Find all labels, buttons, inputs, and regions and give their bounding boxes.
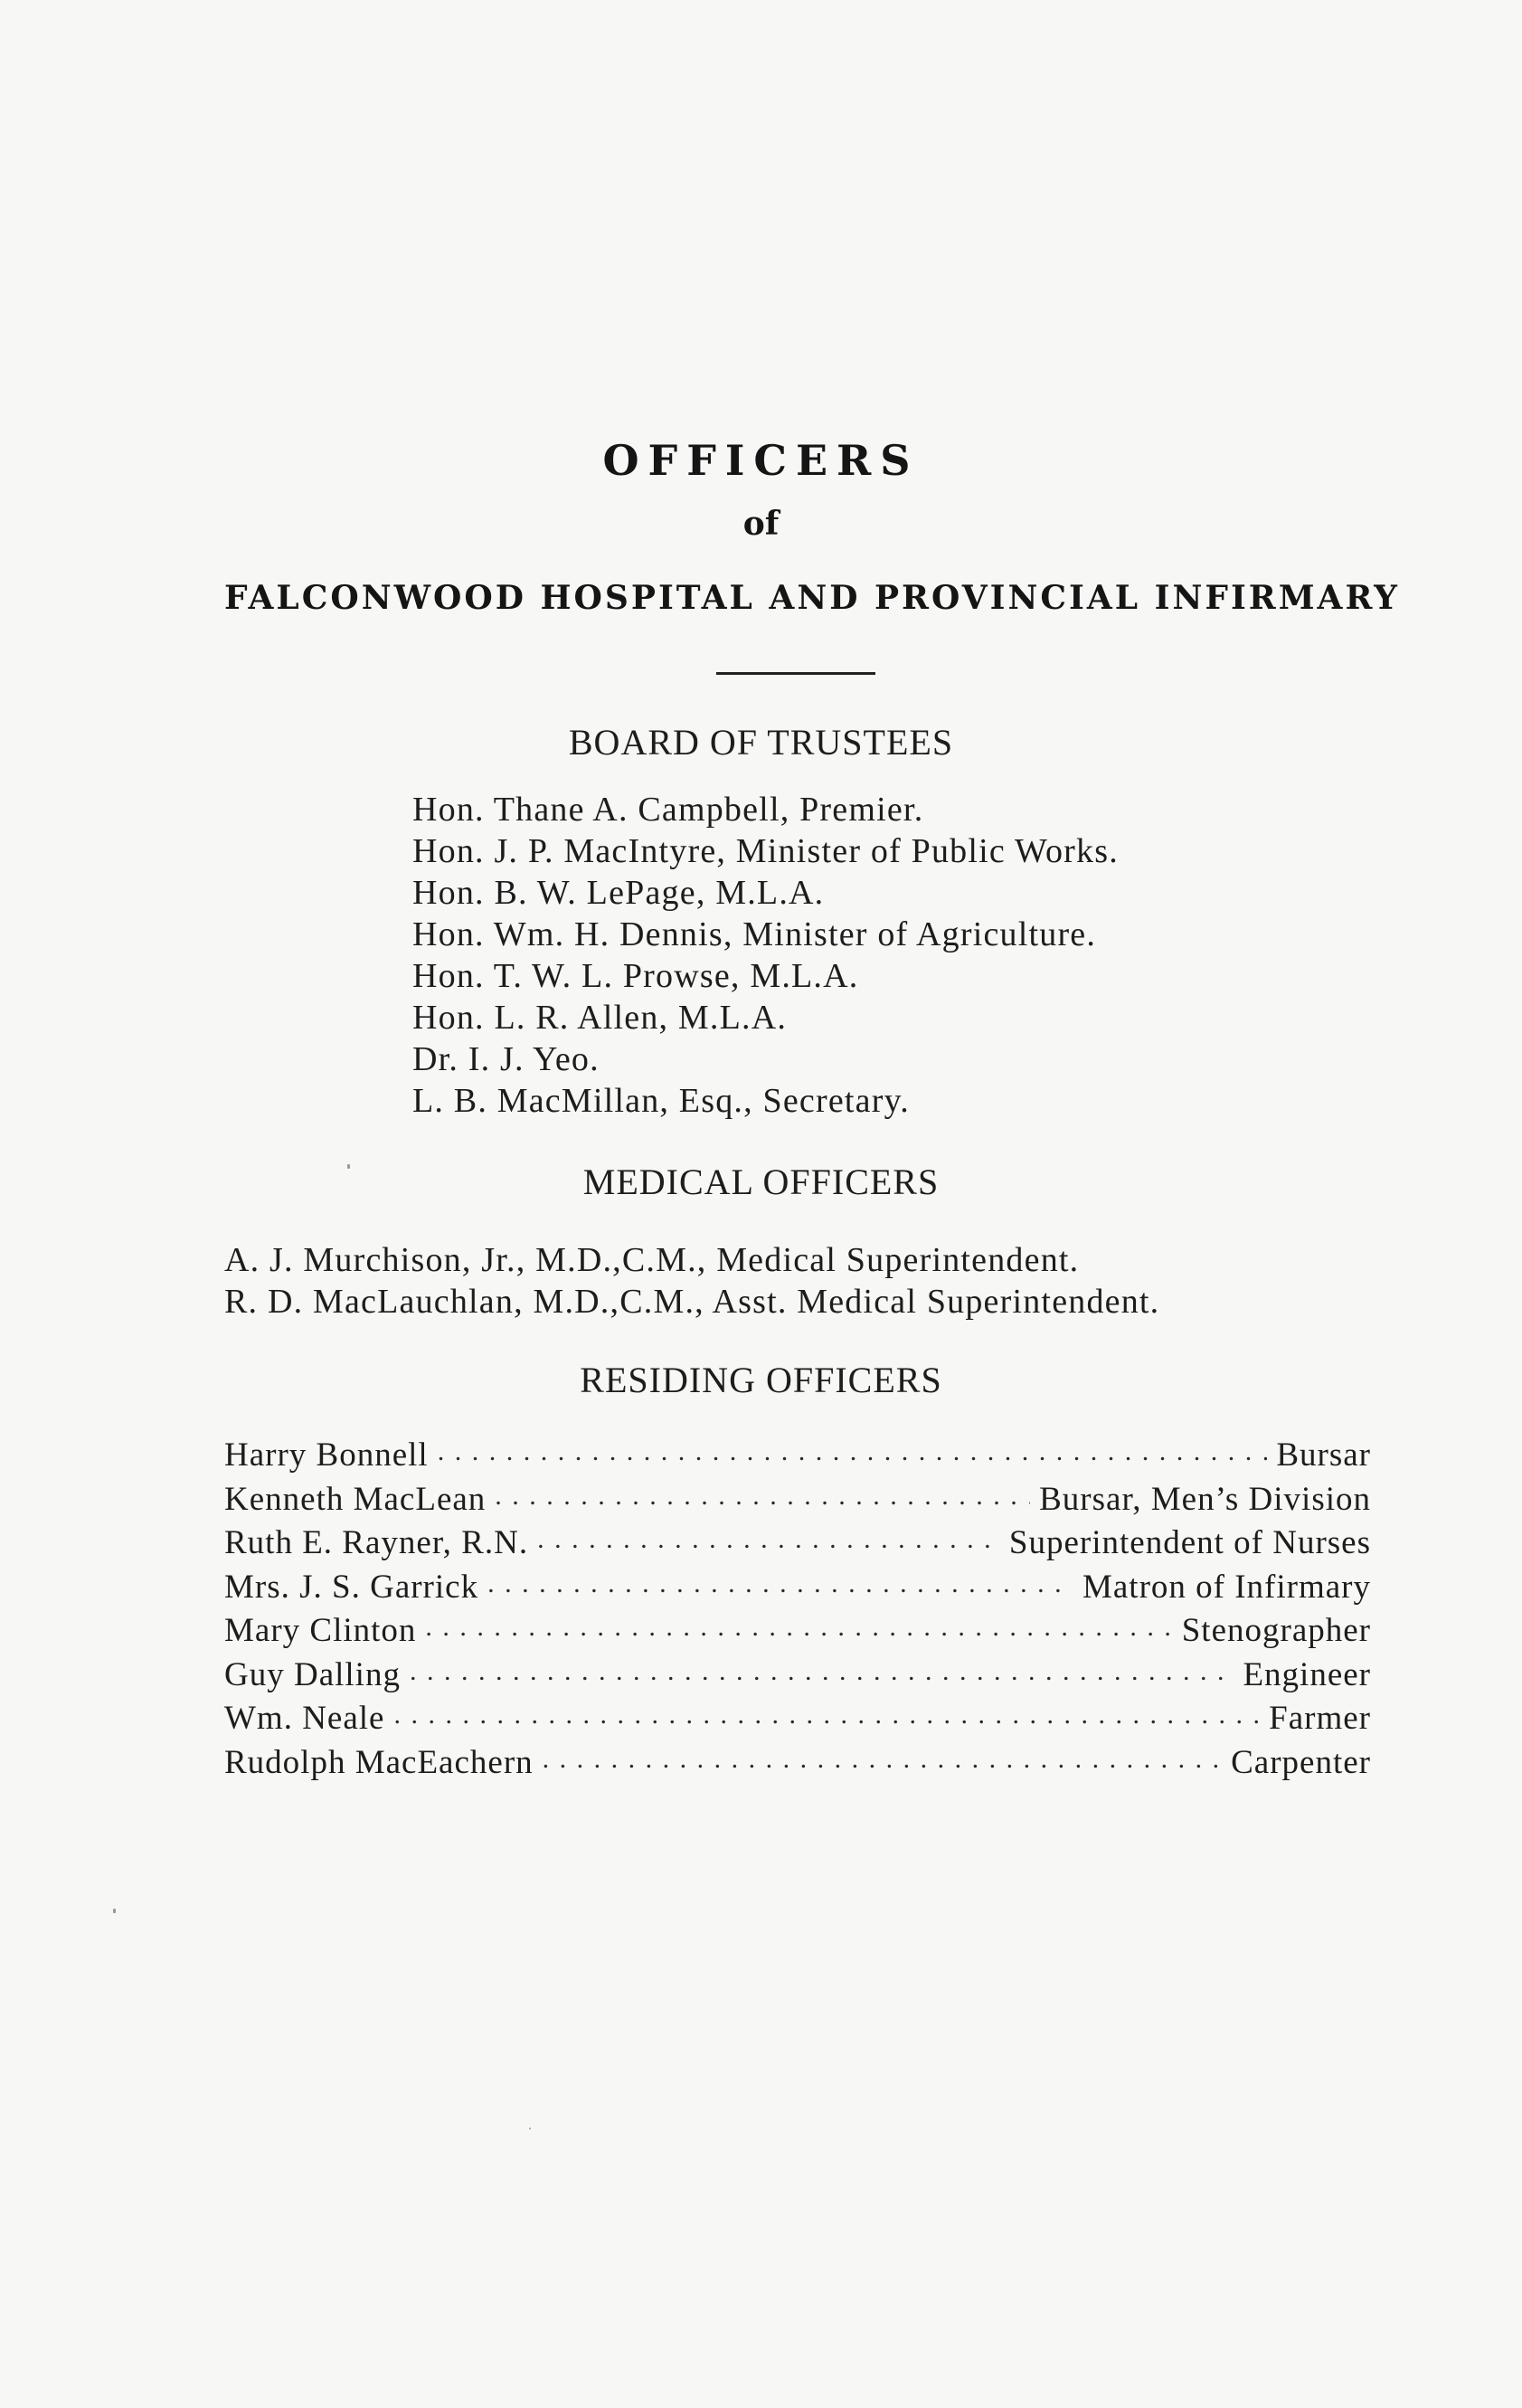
medical-officer-item: A. J. Murchison, Jr., M.D.,C.M., Medical Superintendent.	[224, 1241, 1080, 1279]
trustee-item: Hon. L. R. Allen, M.L.A.	[412, 999, 788, 1037]
paper-speck	[529, 2128, 531, 2129]
officer-title: Bursar	[1276, 1436, 1371, 1474]
trustee-item: Hon. T. W. L. Prowse, M.L.A.	[412, 957, 859, 995]
trustee-item: Dr. I. J. Yeo.	[412, 1040, 600, 1078]
residing-officer-row	[224, 1652, 1371, 1696]
trustees-list	[412, 789, 1119, 1122]
trustee-item: Hon. Wm. H. Dennis, Minister of Agriculture.	[412, 915, 1097, 953]
dot-leader	[393, 1695, 1260, 1729]
officer-name: Mrs. J. S. Garrick	[224, 1568, 479, 1606]
residing-officer-row	[224, 1695, 1371, 1740]
divider-rule	[716, 672, 875, 675]
officer-title: Farmer	[1269, 1700, 1371, 1737]
trustee-item: L. B. MacMillan, Esq., Secretary.	[412, 1082, 911, 1120]
trustee-item: Hon. B. W. LePage, M.L.A.	[412, 874, 825, 912]
officer-name: Kenneth MacLean	[224, 1480, 487, 1518]
officer-name: Ruth E. Rayner, R.N.	[224, 1524, 529, 1561]
dot-leader	[543, 1740, 1222, 1773]
board-of-trustees-heading: BOARD OF TRUSTEES	[568, 722, 954, 763]
dot-leader	[537, 1520, 1000, 1553]
officer-title: Engineer	[1243, 1655, 1371, 1693]
officer-title: Stenographer	[1181, 1612, 1371, 1649]
residing-officer-row	[224, 1740, 1371, 1784]
officer-name: Rudolph MacEachern	[224, 1743, 534, 1781]
trustee-item: Hon. Thane A. Campbell, Premier.	[412, 791, 924, 829]
institution-name: FALCONWOOD HOSPITAL AND PROVINCIAL INFIRMARY	[224, 579, 1400, 617]
trustee-item: Hon. J. P. MacIntyre, Minister of Public Works.	[412, 832, 1119, 870]
medical-officer-item: R. D. MacLauchlan, M.D.,C.M., Asst. Medical Superintendent.	[224, 1283, 1160, 1321]
page-title: OFFICERS	[602, 436, 920, 485]
officer-name: Wm. Neale	[224, 1700, 385, 1737]
residing-officer-row	[224, 1607, 1371, 1652]
dot-leader	[495, 1476, 1030, 1510]
officer-title: Superintendent of Nurses	[1008, 1524, 1371, 1561]
paper-speck	[113, 1909, 116, 1913]
title-connector: of	[742, 505, 780, 543]
medical-officers-heading: MEDICAL OFFICERS	[582, 1161, 940, 1202]
residing-officers-list	[224, 1432, 1371, 1783]
officer-title: Bursar, Men’s Division	[1039, 1480, 1371, 1518]
officer-name: Mary Clinton	[224, 1612, 417, 1649]
dot-leader	[410, 1652, 1234, 1685]
residing-officer-row	[224, 1432, 1371, 1476]
residing-officer-row	[224, 1520, 1371, 1564]
dot-leader	[438, 1432, 1268, 1465]
officer-name: Guy Dalling	[224, 1655, 401, 1693]
officer-name: Harry Bonnell	[224, 1436, 429, 1474]
dot-leader	[487, 1564, 1073, 1597]
paper-speck	[347, 1164, 350, 1169]
residing-officer-row	[224, 1564, 1371, 1608]
officer-title: Matron of Infirmary	[1082, 1568, 1371, 1606]
officer-title: Carpenter	[1231, 1743, 1371, 1781]
dot-leader	[425, 1607, 1172, 1641]
residing-officer-row	[224, 1476, 1371, 1521]
medical-officers-list	[224, 1239, 1159, 1323]
residing-officers-heading: RESIDING OFFICERS	[580, 1360, 942, 1400]
